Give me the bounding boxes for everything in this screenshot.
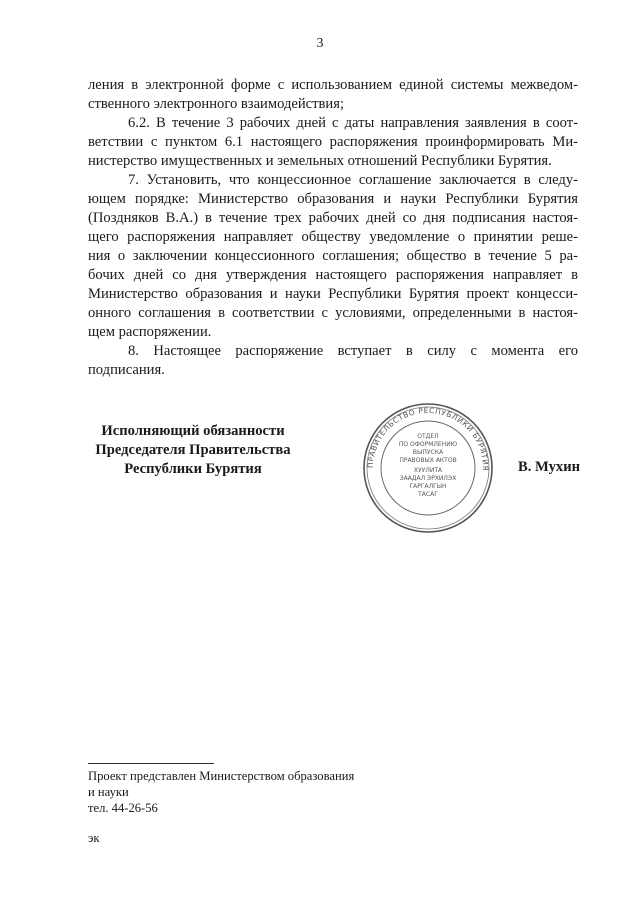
footnote-line: Проект представлен Министерством образования	[88, 769, 355, 783]
signatory-title-line: Председателя Правительства	[95, 442, 291, 458]
text-line: щего распоряжения направляет обществу уведомление о принятии реше-	[88, 229, 578, 245]
paragraph	[88, 76, 578, 114]
text-line: щем распоряжении.	[88, 324, 212, 340]
stamp-center-line: ЗААДАЛ ЭРХИЛЭХ	[399, 475, 457, 482]
footnote-line: и науки	[88, 785, 129, 799]
text-line: 8. Настоящее распоряжение вступает в силу с момента его	[128, 343, 578, 359]
stamp-center-line: ВЫПУСКА	[412, 449, 444, 456]
paragraph	[88, 342, 578, 380]
text-line: Министерство образования и науки Республики Бурятия проект концесси-	[88, 286, 578, 302]
text-line: 7. Установить, что концессионное соглашение заключается в следу-	[128, 172, 578, 188]
stamp-center-line: ГАРГАЛГЫН	[409, 483, 447, 490]
text-line: 6.2. В течение 3 рабочих дней с даты направления заявления в соот-	[128, 115, 578, 131]
stamp-center-line: ПРАВОВЫХ АКТОВ	[399, 457, 457, 464]
paragraph	[88, 114, 578, 171]
stamp-center-line: ПО ОФОРМЛЕНИЮ	[398, 441, 458, 448]
text-line: (Поздняков В.А.) в течение трех рабочих дней со дня подписания настоя-	[88, 210, 578, 226]
signatory-name: В. Мухин	[518, 459, 581, 475]
footnote	[88, 768, 354, 816]
paragraph	[88, 171, 578, 342]
page-number: 3	[316, 36, 324, 51]
text-line: ющем порядке: Министерство образования и науки Республики Бурятия	[88, 191, 578, 207]
text-line: онного соглашения в соответствии с условиями, определенными в настоя-	[88, 305, 578, 321]
text-line: ственного электронного взаимодействия;	[88, 96, 345, 112]
text-line: подписания.	[88, 362, 165, 378]
text-line: бочих дней со дня утверждения настоящего распоряжения направляет в	[88, 267, 578, 283]
signatory-title-line: Республики Бурятия	[124, 461, 262, 477]
footnote-divider	[88, 763, 214, 764]
executor-initials: эк	[88, 831, 100, 845]
stamp-ring-text: ПРАВИТЕЛЬСТВО РЕСПУБЛИКИ БУРЯТИЯ	[365, 405, 491, 472]
signatory-title-line: Исполняющий обязанности	[101, 423, 285, 439]
stamp-center-line: ТАСАГ	[418, 491, 438, 498]
text-line: ния о заключении концессионного соглашения; общество в течение 5 ра-	[88, 248, 578, 264]
text-line: ветствии с пунктом 6.1 настоящего распоряжения проинформировать Ми-	[88, 134, 578, 150]
text-line: нистерство имущественных и земельных отношений Республики Бурятия.	[88, 153, 552, 169]
footnote-line: тел. 44-26-56	[88, 801, 158, 815]
official-stamp	[362, 402, 494, 534]
text-line: ления в электронной форме с использованием единой системы межведом-	[88, 77, 578, 93]
signatory-title	[78, 422, 308, 479]
stamp-center-line: ХУУЛИТА	[413, 467, 443, 474]
stamp-center-line: ОТДЕЛ	[417, 433, 439, 440]
document-body	[88, 76, 578, 380]
